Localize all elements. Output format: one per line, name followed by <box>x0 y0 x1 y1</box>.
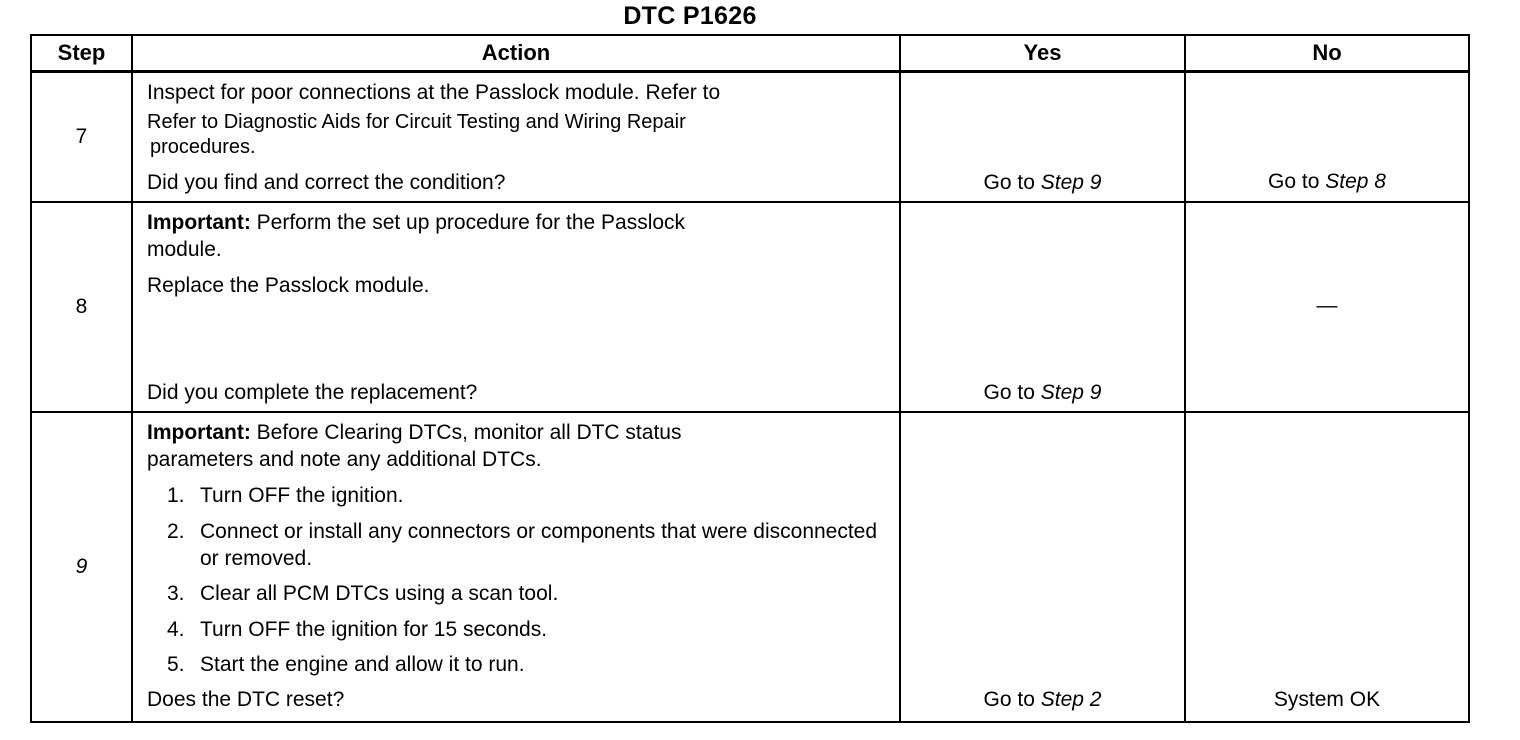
yes-cell <box>900 412 1185 722</box>
action-cell <box>132 202 900 412</box>
important-text: Before Clearing DTCs, monitor all DTC status <box>250 421 682 444</box>
yes-target-step: Step 9 <box>1040 171 1102 194</box>
no-result <box>1186 169 1468 195</box>
list-number: 1. <box>167 484 185 507</box>
header-step: Step <box>31 35 132 72</box>
list-number: 4. <box>167 618 185 641</box>
list-item <box>167 652 879 678</box>
step-number: 9 <box>31 412 132 722</box>
table-row <box>31 412 1469 722</box>
no-target-step: Step 8 <box>1325 170 1386 193</box>
step-number: 7 <box>31 72 132 203</box>
action-text: Inspect for poor connections at the Passlock module. Refer to <box>147 81 721 104</box>
yes-target-step: Step 9 <box>1040 381 1102 404</box>
yes-cell <box>900 202 1185 412</box>
no-cell <box>1185 202 1469 412</box>
header-no: No <box>1185 35 1469 72</box>
list-text: Clear all PCM DTCs using a scan tool. <box>200 582 559 605</box>
yes-prefix: Go to <box>983 171 1041 194</box>
important-label: Important: <box>147 421 251 444</box>
important-text: Perform the set up procedure for the Passlock <box>250 211 686 234</box>
important-note <box>147 420 879 446</box>
action-question: Does the DTC reset? <box>147 688 345 711</box>
yes-prefix: Go to <box>983 381 1041 404</box>
important-note-cont: module. <box>147 238 222 261</box>
table-row <box>31 72 1469 203</box>
list-number: 2. <box>167 520 185 543</box>
yes-cell <box>900 72 1185 203</box>
list-item <box>167 518 879 572</box>
action-question: Did you complete the replacement? <box>147 381 478 404</box>
yes-result <box>901 380 1184 406</box>
important-label: Important: <box>147 211 251 234</box>
yes-target-step: Step 2 <box>1040 688 1102 711</box>
action-instruction: Replace the Passlock module. <box>147 274 430 297</box>
list-text: Connect or install any connectors or components that were disconnected or removed. <box>200 520 878 570</box>
action-cell <box>132 72 900 203</box>
table-row <box>31 202 1469 412</box>
header-action: Action <box>132 35 900 72</box>
important-note <box>147 210 879 236</box>
step-number: 8 <box>31 202 132 412</box>
list-text: Start the engine and allow it to run. <box>200 653 525 676</box>
action-cell <box>132 412 900 722</box>
important-note-cont: parameters and note any additional DTCs. <box>147 448 542 471</box>
list-number: 5. <box>167 653 185 676</box>
action-question: Did you find and correct the condition? <box>147 171 506 194</box>
yes-result <box>901 687 1184 713</box>
page-title: DTC P1626 <box>623 2 757 30</box>
header-row <box>31 35 1469 72</box>
yes-prefix: Go to <box>983 688 1041 711</box>
diagnostic-table <box>30 34 1470 723</box>
list-number: 3. <box>167 582 185 605</box>
no-result: System OK <box>1273 688 1381 711</box>
header-yes: Yes <box>900 35 1185 72</box>
list-text: Turn OFF the ignition for 15 seconds. <box>200 618 548 641</box>
list-item <box>167 483 879 509</box>
no-prefix: Go to <box>1268 170 1326 193</box>
no-cell <box>1185 72 1469 203</box>
list-text: Turn OFF the ignition. <box>200 484 404 507</box>
yes-result <box>901 170 1184 196</box>
action-text: procedures. <box>150 136 256 158</box>
no-cell <box>1185 412 1469 722</box>
no-result: — <box>1316 294 1338 317</box>
list-item <box>167 617 879 643</box>
action-text: Refer to Diagnostic Aids for Circuit Testing and Wiring Repair <box>147 111 686 133</box>
list-item <box>167 581 879 607</box>
